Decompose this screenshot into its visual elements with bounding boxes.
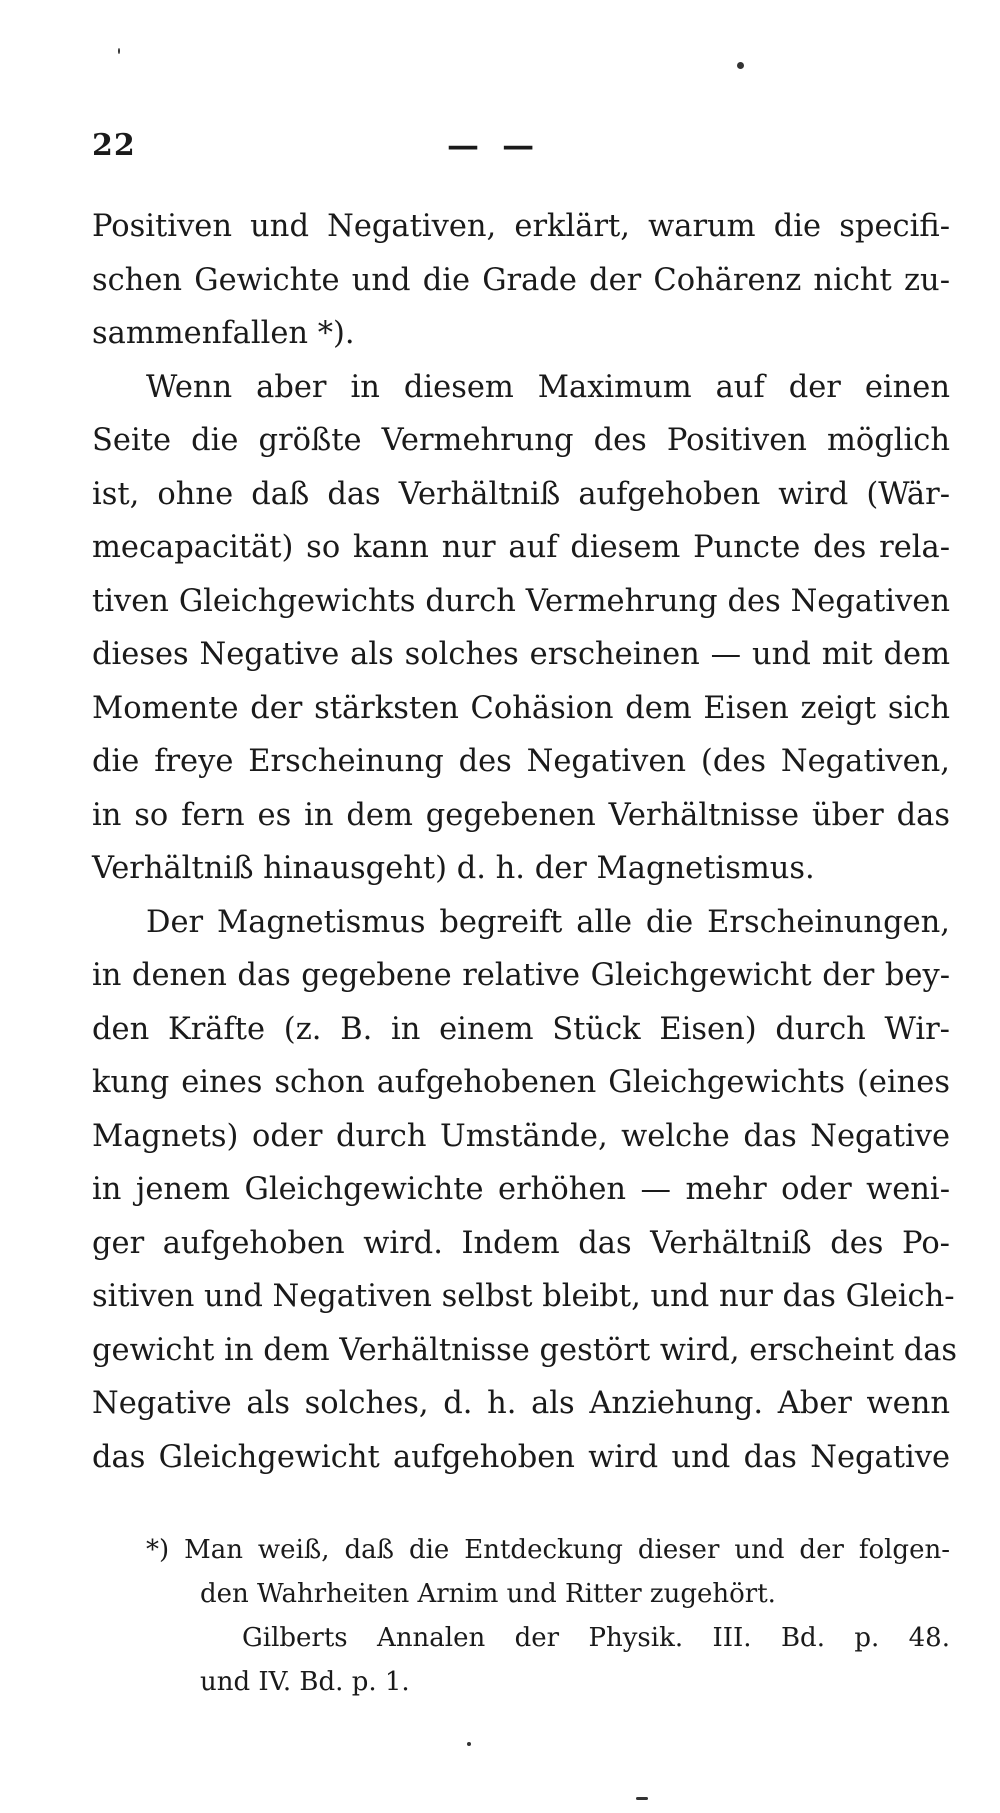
running-head-dashes: — — <box>447 126 541 164</box>
page-header <box>92 128 952 168</box>
text-line: in so fern es in dem gegebenen Verhältnisse über das <box>92 797 950 833</box>
body-text <box>92 200 958 1484</box>
page-number: 22 <box>92 128 136 163</box>
text-line: in jenem Gleichgewichte erhöhen — mehr oder weni- <box>92 1172 950 1207</box>
text-line: Momente der stärksten Cohäsion dem Eisen zeigt sich <box>92 690 950 726</box>
scan-speck <box>737 62 744 69</box>
text-line: Wenn aber in diesem Maximum auf der einen <box>146 369 950 405</box>
footnote-line: den Wahrheiten Arnim und Ritter zugehört. <box>200 1579 776 1609</box>
text-line: Der Magnetismus begreift alle die Erscheinungen, <box>146 904 950 940</box>
text-line: das Gleichgewicht aufgehoben wird und das Negative <box>92 1439 950 1475</box>
text-line: Magnets) oder durch Umstände, welche das Negative <box>92 1118 950 1154</box>
text-line: tiven Gleichgewichts durch Vermehrung des Negativen <box>92 583 950 619</box>
scan-speck <box>467 1742 471 1746</box>
text-line: Verhältniß hinausgeht) d. h. der Magnetismus. <box>92 851 815 886</box>
text-line: ger aufgehoben wird. Indem das Verhältniß des Po- <box>92 1225 950 1261</box>
text-line: sammenfallen *). <box>92 316 355 351</box>
text-line: mecapacität) so kann nur auf diesem Puncte des rela- <box>92 530 950 565</box>
scan-speck <box>636 1797 648 1800</box>
text-line: dieses Negative als solches erscheinen — und mit dem <box>92 637 950 672</box>
text-line: gewicht in dem Verhältnisse gestört wird, erscheint das <box>92 1332 958 1368</box>
text-line: die freye Erscheinung des Negativen (des Negativen, <box>92 744 950 779</box>
text-line: in denen das gegebene relative Gleichgewicht der bey- <box>92 958 950 993</box>
footnote-reference: und IV. Bd. p. 1. <box>200 1667 410 1697</box>
text-line: ist, ohne daß das Verhältniß aufgehoben wird (Wär- <box>92 476 950 512</box>
text-line: schen Gewichte und die Grade der Cohärenz nicht zu- <box>92 262 950 298</box>
text-line: Negative als solches, d. h. als Anziehung. Aber wenn <box>92 1386 950 1421</box>
footnote <box>92 1528 950 1704</box>
text-line: Seite die größte Vermehrung des Positiven möglich <box>92 423 950 458</box>
text-line: Positiven und Negativen, erklärt, warum die specifi- <box>92 209 950 244</box>
text-line: den Kräfte (z. B. in einem Stück Eisen) durch Wir- <box>92 1011 950 1047</box>
text-line: sitiven und Negativen selbst bleibt, und nur das Gleich- <box>92 1279 955 1314</box>
scan-speck <box>118 48 120 54</box>
text-line: kung eines schon aufgehobenen Gleichgewichts (eines <box>92 1065 950 1100</box>
footnote-line: *) Man weiß, daß die Entdeckung dieser und der folgen- <box>146 1535 950 1565</box>
footnote-reference: Gilberts Annalen der Physik. III. Bd. p. 48. <box>242 1623 950 1653</box>
